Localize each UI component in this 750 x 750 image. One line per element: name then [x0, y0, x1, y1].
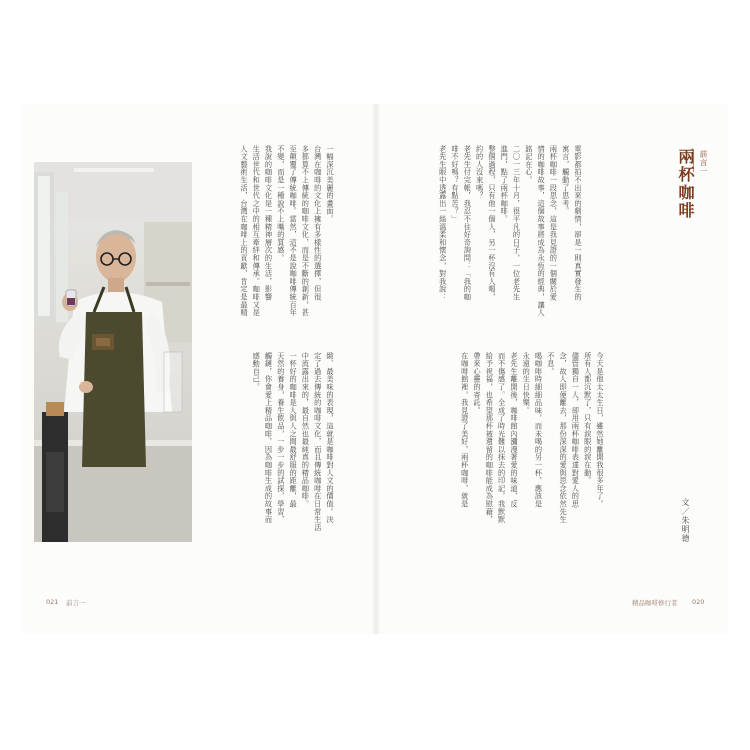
left-page-number: 021 — [46, 598, 59, 606]
left-body-bottom: 緻、最美味的表現，這就是咖啡對人文的價值。決 定了過去傳統的咖啡文化，而且傳統咖啡在日常生活 中流露出來的，最自然也最純真的精品咖啡。 一杯好的咖啡是人與人之間最舒服的距離，最 天然的養身，養生飲品，一步一步的試探，學習， 觸鏈，你會愛上精品咖啡，因為咖啡生成的故事而 感動自己。 — [252, 352, 335, 532]
chapter-title: 兩杯咖啡 — [676, 148, 695, 220]
chapter-label: 前言一 — [699, 150, 708, 176]
book-gutter — [372, 104, 380, 634]
right-page-number: 020 — [692, 598, 705, 606]
right-body-top: 電影都拍不出來的劇情，卻是一則真實發生的 寓言，觸動了思考。 兩杯咖啡一段思念，這是我見證的一個關於愛 情的咖啡故事，這個故事將成為永恆的經典，讓人 銘記在心。 二〇一三年十月，很平凡的日子，一位老先生 進門，點了兩杯咖啡。 整個過程，只有他一個人，另一杯沒有人喝， 約的人沒來嗎？ 老先生付完帳，我忍不住好奇詢問：「我的咖 啡不好嗎？有點苦？」 老先生眼中透露出一絲溫柔和懷念，對我說： — [438, 145, 583, 317]
left-running-footer: 前言一 — [66, 599, 86, 607]
right-body-bottom: 今天是他太太生日，雖然她離開我很多年了。 所有人都沉默了，只有淚眼的淚在動。 儘管獨自一人，卻用兩杯咖啡表達對愛人的思 念，故人即便離去，那份深深的愛與思念依然先生 不息。 喝咖啡時細細品味，而未喝的另一杯，應該是 永遠的生日快樂。 老先生離開後，咖啡館內瀰漫著愛的味道，反 而不傷感了。全成了時光難以抹去的印記，我默默 給予祝福，也希望那杯被遺留的咖啡能成為慰藉， 帶來心靈的寄託。 在咖啡館裡，我見證了美好，兩杯咖啡，就是 — [460, 352, 605, 524]
author-byline: 文／朱明德 — [681, 498, 690, 543]
left-body-top: 一幅深沉美麗的畫面。 台灣在咖啡的文化上擁有多樣性的選擇，但很 多都算不上傳統的咖啡文化，而是不斷的創新，甚 至顛覆了傳統咖啡。當然，這不是說咖啡傳統百年 不變，而是一種說不上嘴的質感。 我說的咖啡文化是一種精神層次的生活，影響 生活世代和世代之中的相互牽絆和傳承。咖啡又是 人文藝術生活，台灣在咖啡上的貢獻，肯定是最精 — [239, 145, 335, 317]
barista-photo — [34, 162, 192, 542]
right-running-footer: 精品咖啡修行者 — [632, 599, 678, 607]
